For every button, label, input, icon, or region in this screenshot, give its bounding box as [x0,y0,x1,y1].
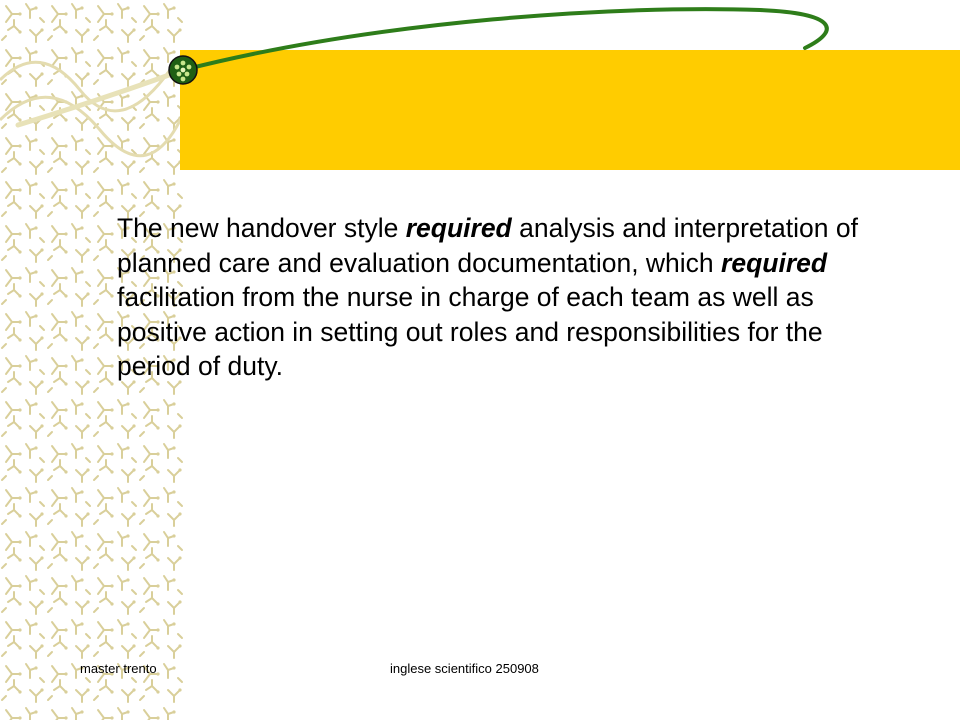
body-text-part-1: The new handover style [117,213,406,243]
body-text-emphasis-1: required [405,213,512,243]
body-text-part-3: facilitation from the nurse in charge of each team as well as positive action in setting out roles and responsibilities for the period of duty. [117,282,823,381]
body-text-part-2: analysis and interpretation of planned care and evaluation documentation, which [117,213,858,278]
footer-left-text: master trento [80,661,157,676]
title-band [180,50,960,170]
body-text-emphasis-2: required [721,247,828,278]
slide-body-text [117,211,877,384]
footer-center-text: inglese scientifico 250908 [390,661,539,676]
